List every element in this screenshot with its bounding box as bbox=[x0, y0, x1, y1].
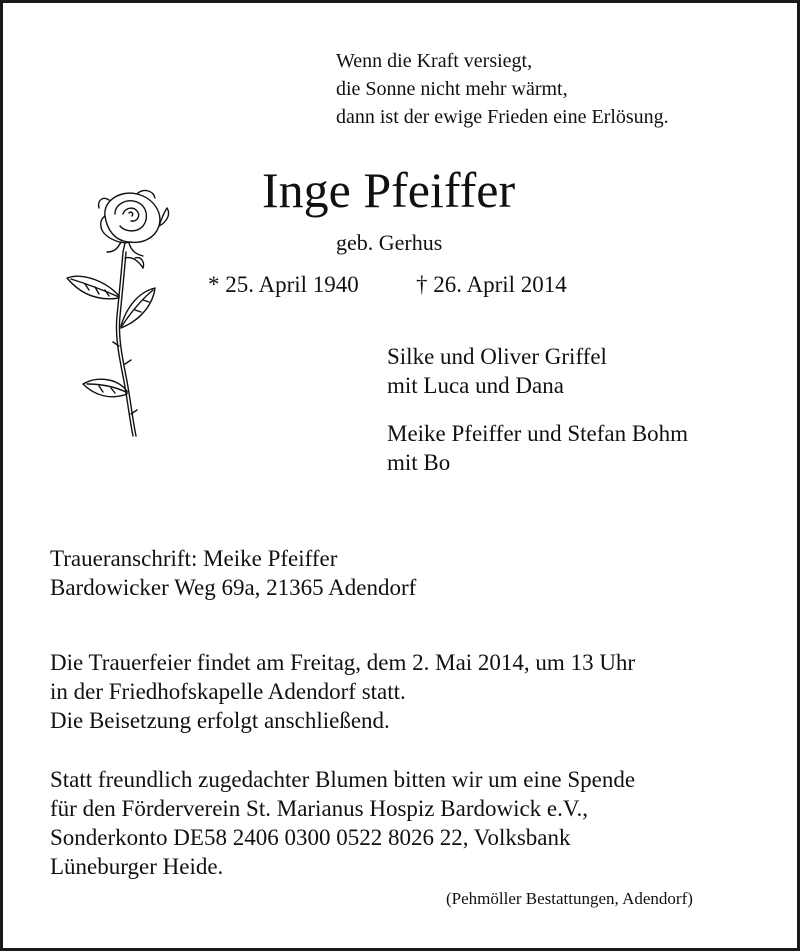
birth-date: * 25. April 1940 bbox=[208, 272, 359, 297]
donation-line: Lüneburger Heide. bbox=[50, 854, 224, 879]
poem bbox=[336, 47, 669, 131]
mourner-line: mit Bo bbox=[387, 450, 451, 475]
poem-line: die Sonne nicht mehr wärmt, bbox=[336, 78, 568, 100]
mourner-line: mit Luca und Dana bbox=[387, 373, 564, 398]
mourner-line: Meike Pfeiffer und Stefan Bohm bbox=[387, 421, 689, 446]
funeral-service-info bbox=[50, 648, 635, 735]
donation-line: Sonderkonto DE58 2406 0300 0522 8026 22, Volksbank bbox=[50, 825, 571, 850]
undertaker-credit: (Pehmöller Bestattungen, Adendorf) bbox=[446, 889, 693, 908]
service-line: Die Trauerfeier findet am Freitag, dem 2. Mai 2014, um 13 Uhr bbox=[50, 650, 636, 675]
mourner-line: Silke und Oliver Griffel bbox=[387, 344, 607, 369]
mourner-group bbox=[387, 419, 688, 477]
poem-line: dann ist der ewige Frieden eine Erlösung. bbox=[336, 106, 669, 128]
rose-icon bbox=[63, 186, 183, 441]
mourner-group bbox=[387, 342, 607, 400]
donation-line: Statt freundlich zugedachter Blumen bitten wir um eine Spende bbox=[50, 767, 636, 792]
maiden-name: geb. Gerhus bbox=[336, 230, 443, 255]
poem-line: Wenn die Kraft versiegt, bbox=[336, 50, 533, 72]
service-line: in der Friedhofskapelle Adendorf statt. bbox=[50, 679, 406, 704]
service-line: Die Beisetzung erfolgt anschließend. bbox=[50, 708, 390, 733]
death-date: † 26. April 2014 bbox=[416, 272, 567, 297]
donation-line: für den Förderverein St. Marianus Hospiz Bardowick e.V., bbox=[50, 796, 589, 821]
mourning-address bbox=[50, 544, 416, 602]
address-line: Traueranschrift: Meike Pfeiffer bbox=[50, 546, 338, 571]
address-line: Bardowicker Weg 69a, 21365 Adendorf bbox=[50, 575, 417, 600]
donation-request bbox=[50, 765, 635, 881]
deceased-name: Inge Pfeiffer bbox=[262, 162, 516, 218]
